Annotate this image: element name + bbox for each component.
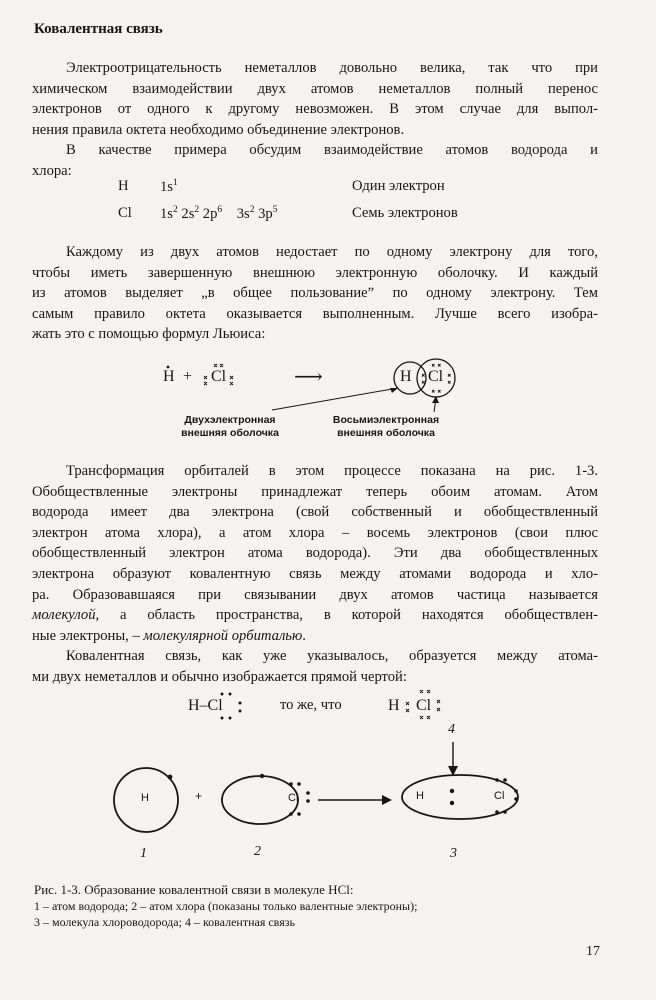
orbital-text: 1s [160, 179, 173, 195]
superscript: 2 [194, 205, 200, 215]
lewis-cl-electrons [204, 364, 233, 385]
lewis-product-h: H [400, 368, 412, 385]
config-h-description: Один электрон [352, 178, 445, 194]
text-line: водорода имеет два электрона (свой собственный и обобществленный [32, 504, 598, 521]
caption-line: Двухэлектронная [184, 414, 276, 426]
caption-line: внешняя оболочка [181, 427, 279, 439]
figure-molecule-h: H [416, 790, 424, 802]
text-line: электрона образуют ковалентную связь между атомами водорода и хло- [32, 565, 598, 582]
orbital-text: 2p [202, 206, 218, 222]
caption-line: внешняя оболочка [337, 427, 435, 439]
text-line: ми двух неметаллов и обычно изображается прямой чертой: [32, 668, 407, 685]
orbital-text: 1s [160, 206, 173, 222]
caption-line: 1 – атом водорода; 2 – атом хлора (показаны только валентные электроны); [34, 899, 418, 913]
figure-chlorine-atom [222, 776, 298, 824]
figure-label-4: 4 [448, 722, 455, 737]
orbital-text: 2s [181, 206, 195, 222]
pointer-line-two-shell [272, 388, 398, 410]
caption-line: Восьмиэлектронная [332, 414, 440, 426]
hydrogen-electron [168, 775, 173, 780]
reaction-arrowhead [382, 795, 392, 805]
dash-formula-left-dots [221, 693, 242, 720]
section-heading: Ковалентная связь [34, 21, 163, 37]
product-cl-circle [417, 359, 455, 397]
text-line: Электроотрицательность неметаллов довольно велика, так что при [66, 60, 598, 76]
figure-atom-cl: Cl [288, 792, 299, 804]
text-line: нения правила октета необходимо объединение электронов. [32, 121, 405, 138]
chlorine-orbital-electron [260, 774, 264, 778]
molecule-bond-electrons [450, 789, 454, 805]
text-line: электронов от одного к другому невозможен. В этом случае для выпол- [32, 101, 598, 118]
pointer-arrowhead [390, 388, 398, 393]
config-cl-symbol: Cl [118, 205, 132, 221]
figure-label-2: 2 [254, 844, 261, 859]
figure-plus: + [195, 789, 203, 803]
dash-formula-right-electrons [406, 690, 440, 719]
text-line: ра. Образовавшаяся при связывании двух атомов частица называется [32, 586, 598, 603]
text-line: жать это с помощью формул Льюиса: [32, 326, 266, 343]
term-molecule: молекулой [32, 607, 96, 624]
lewis-h: H [163, 368, 175, 385]
orbital-text: 3p [258, 206, 273, 222]
superscript: 2 [249, 205, 255, 215]
text-line: химическом взаимодействии двух атомов неметаллов полный перенос [32, 80, 598, 97]
text-fragment: , а область пространства, в которой находятся обобществлен- [95, 607, 598, 624]
page-number: 17 [586, 944, 600, 959]
caption-line: 3 – молекула хлороводорода; 4 – ковалентная связь [34, 915, 295, 929]
lewis-dot [167, 366, 170, 369]
superscript: 5 [272, 205, 278, 215]
dash-formula-left: H–Cl [188, 697, 223, 714]
superscript: 1 [172, 178, 178, 188]
figure-atom-h: H [141, 792, 149, 804]
lewis-arrow: ⟶ [294, 366, 323, 388]
text-line: Трансформация орбиталей в этом процессе показана на рис. 1-3. [66, 463, 598, 479]
text-line: электрон атома хлора), а атом хлора – восемь электронов (свои плюс [32, 524, 598, 541]
superscript: 6 [217, 205, 223, 215]
dash-formula-right-h: H [388, 697, 400, 714]
text-line: из атомов выделяет „в общее пользование” по одному электрону. Тем [32, 285, 598, 302]
caption-line: Рис. 1-3. Образование ковалентной связи в молекуле HCl: [34, 882, 354, 897]
term-molecular-orbital: молекулярной орбиталью [143, 627, 303, 644]
config-h-symbol: H [118, 178, 129, 194]
figure-molecule-orbital [402, 775, 518, 819]
lewis-product-cl: Cl [428, 368, 444, 385]
dash-formula-same: то же, что [280, 697, 342, 713]
text-line: Ковалентная связь, как уже указывалось, образуется между атома- [66, 648, 598, 664]
dash-formula-right-cl: Cl [416, 697, 432, 714]
figure-label-1: 1 [140, 846, 147, 861]
lewis-plus: + [183, 368, 193, 385]
text-line: хлора: [32, 162, 72, 179]
text-line: самым правило октета оказывается выполненным. Лучше всего изобра- [32, 305, 598, 322]
text-line: обобществленный электрон атома водорода). Эти два обобществленных [32, 545, 598, 562]
orbital-text: 3s [236, 206, 250, 222]
text-line: В качестве примера обсудим взаимодействие атомов водорода и [66, 142, 598, 158]
figure-label-3: 3 [450, 846, 457, 861]
text-line: чтобы иметь завершенную внешнюю электронную оболочку. И каждый [32, 264, 598, 281]
text-fragment: ные электроны, – [32, 627, 144, 644]
text-line: Каждому из двух атомов недостает по одному электрону для того, [66, 244, 598, 260]
text-fragment: . [302, 627, 306, 644]
config-cl-description: Семь электронов [352, 205, 458, 221]
superscript: 2 [172, 205, 178, 215]
lewis-cl: Cl [211, 368, 227, 385]
figure-molecule-cl: Cl [494, 790, 505, 802]
text-line: Обобществленные электроны принадлежат теперь обоим атомам. Атом [32, 483, 598, 500]
